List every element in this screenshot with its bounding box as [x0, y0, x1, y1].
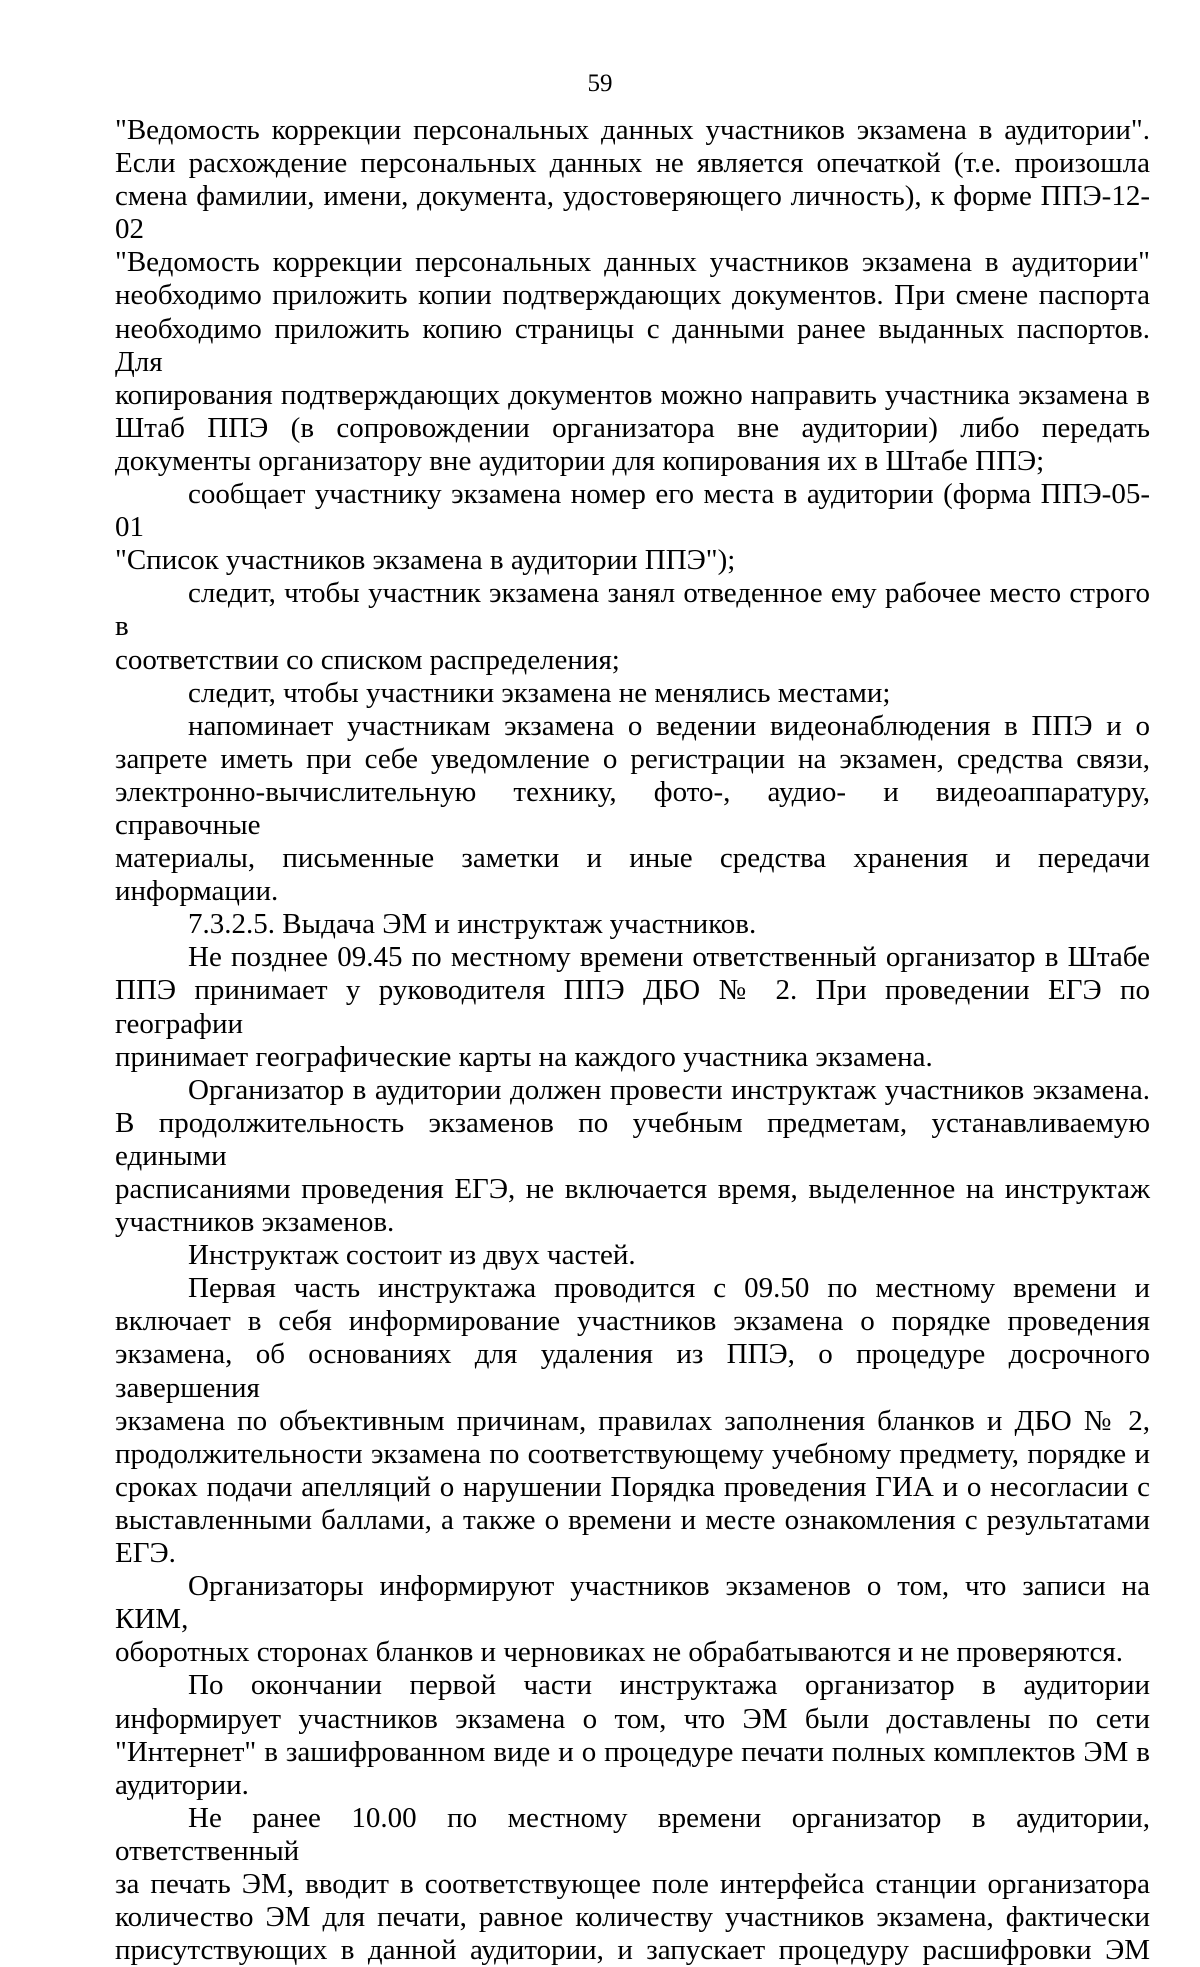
text-line: присутствующих в данной аудитории, и запускает процедуру расшифровки ЭМ	[115, 1934, 1150, 1967]
text-line: напоминает участникам экзамена о ведении видеонаблюдения в ППЭ и о	[188, 709, 1150, 742]
text-line: "Ведомость коррекции персональных данных участников экзамена в аудитории".	[115, 114, 1150, 146]
text-line: Организатор в аудитории должен провести инструктаж участников экзамена.	[188, 1073, 1150, 1106]
text-line: ЕГЭ.	[115, 1537, 176, 1570]
text-line: Первая часть инструктажа проводится с 09.50 по местному времени и	[188, 1272, 1150, 1305]
text-line: "Ведомость коррекции персональных данных участников экзамена в аудитории"	[115, 246, 1150, 279]
text-line: Если расхождение персональных данных не является опечаткой (т.е. произошла	[115, 147, 1150, 180]
page-number: 59	[587, 70, 613, 97]
text-line: продолжительности экзамена по соответствующему учебному предмету, порядке и	[115, 1437, 1150, 1470]
text-line: аудитории.	[115, 1768, 249, 1801]
text-line: 7.3.2.5. Выдача ЭМ и инструктаж участников.	[188, 908, 757, 941]
text-line: оборотных сторонах бланков и черновиках не обрабатываются и не проверяются.	[115, 1636, 1123, 1669]
text-line: "Список участников экзамена в аудитории ППЭ");	[115, 544, 736, 577]
text-line: электронно-вычислительную технику, фото-, аудио- и видеоаппаратуру, справочные	[115, 775, 1150, 841]
text-line: включает в себя информирование участников экзамена о порядке проведения	[115, 1305, 1150, 1338]
text-line: экзамена, об основаниях для удаления из ППЭ, о процедуре досрочного завершения	[115, 1338, 1150, 1404]
text-line: экзамена по объективным причинам, правилах заполнения бланков и ДБО № 2,	[115, 1404, 1150, 1437]
text-line: Штаб ППЭ (в сопровождении организатора вне аудитории) либо передать	[115, 411, 1150, 444]
text-line: Организаторы информируют участников экзаменов о том, что записи на КИМ,	[115, 1570, 1150, 1636]
text-line: за печать ЭМ, вводит в соответствующее поле интерфейса станции организатора	[115, 1867, 1150, 1900]
text-line: документы организатору вне аудитории для копирования их в Штабе ППЭ;	[115, 444, 1045, 477]
text-line: сообщает участнику экзамена номер его места в аудитории (форма ППЭ-05-01	[115, 478, 1150, 544]
text-line: По окончании первой части инструктажа организатор в аудитории	[188, 1669, 1150, 1702]
text-line: В продолжительность экзаменов по учебным предметам, устанавливаемую едиными	[115, 1106, 1150, 1172]
text-line: запрете иметь при себе уведомление о регистрации на экзамен, средства связи,	[115, 742, 1150, 775]
text-line: необходимо приложить копии подтверждающих документов. При смене паспорта	[115, 279, 1150, 312]
document-body	[115, 114, 1150, 1967]
text-line: расписаниями проведения ЕГЭ, не включается время, выделенное на инструктаж	[115, 1173, 1150, 1205]
text-line: смена фамилии, имени, документа, удостоверяющего личность), к форме ППЭ-12-02	[115, 180, 1150, 246]
text-line: следит, чтобы участники экзамена не менялись местами;	[188, 676, 891, 709]
text-line: копирования подтверждающих документов можно направить участника экзамена в	[115, 378, 1150, 411]
text-line: выставленными баллами, а также о времени и месте ознакомления с результатами	[115, 1503, 1150, 1536]
text-line: Инструктаж состоит из двух частей.	[188, 1239, 636, 1272]
text-line: Не ранее 10.00 по местному времени организатор в аудитории, ответственный	[115, 1801, 1150, 1867]
text-line: соответствии со списком распределения;	[115, 643, 620, 676]
text-line: Не позднее 09.45 по местному времени ответственный организатор в Штабе	[188, 941, 1150, 974]
text-line: "Интернет" в зашифрованном виде и о процедуре печати полных комплектов ЭМ в	[115, 1735, 1150, 1768]
text-line: принимает географические карты на каждого участника экзамена.	[115, 1040, 933, 1073]
text-line: информирует участников экзамена о том, что ЭМ были доставлены по сети	[115, 1702, 1150, 1735]
text-line: ППЭ принимает у руководителя ППЭ ДБО № 2. При проведении ЕГЭ по географии	[115, 974, 1150, 1040]
text-line: сроках подачи апелляций о нарушении Порядка проведения ГИА и о несогласии с	[115, 1470, 1150, 1503]
text-line: количество ЭМ для печати, равное количеству участников экзамена, фактически	[115, 1901, 1150, 1934]
text-line: следит, чтобы участник экзамена занял отведенное ему рабочее место строго в	[115, 577, 1150, 643]
text-line: необходимо приложить копию страницы с данными ранее выданных паспортов. Для	[115, 312, 1150, 378]
text-line: материалы, письменные заметки и иные средства хранения и передачи информации.	[115, 842, 1150, 908]
text-line: участников экзаменов.	[115, 1206, 395, 1239]
